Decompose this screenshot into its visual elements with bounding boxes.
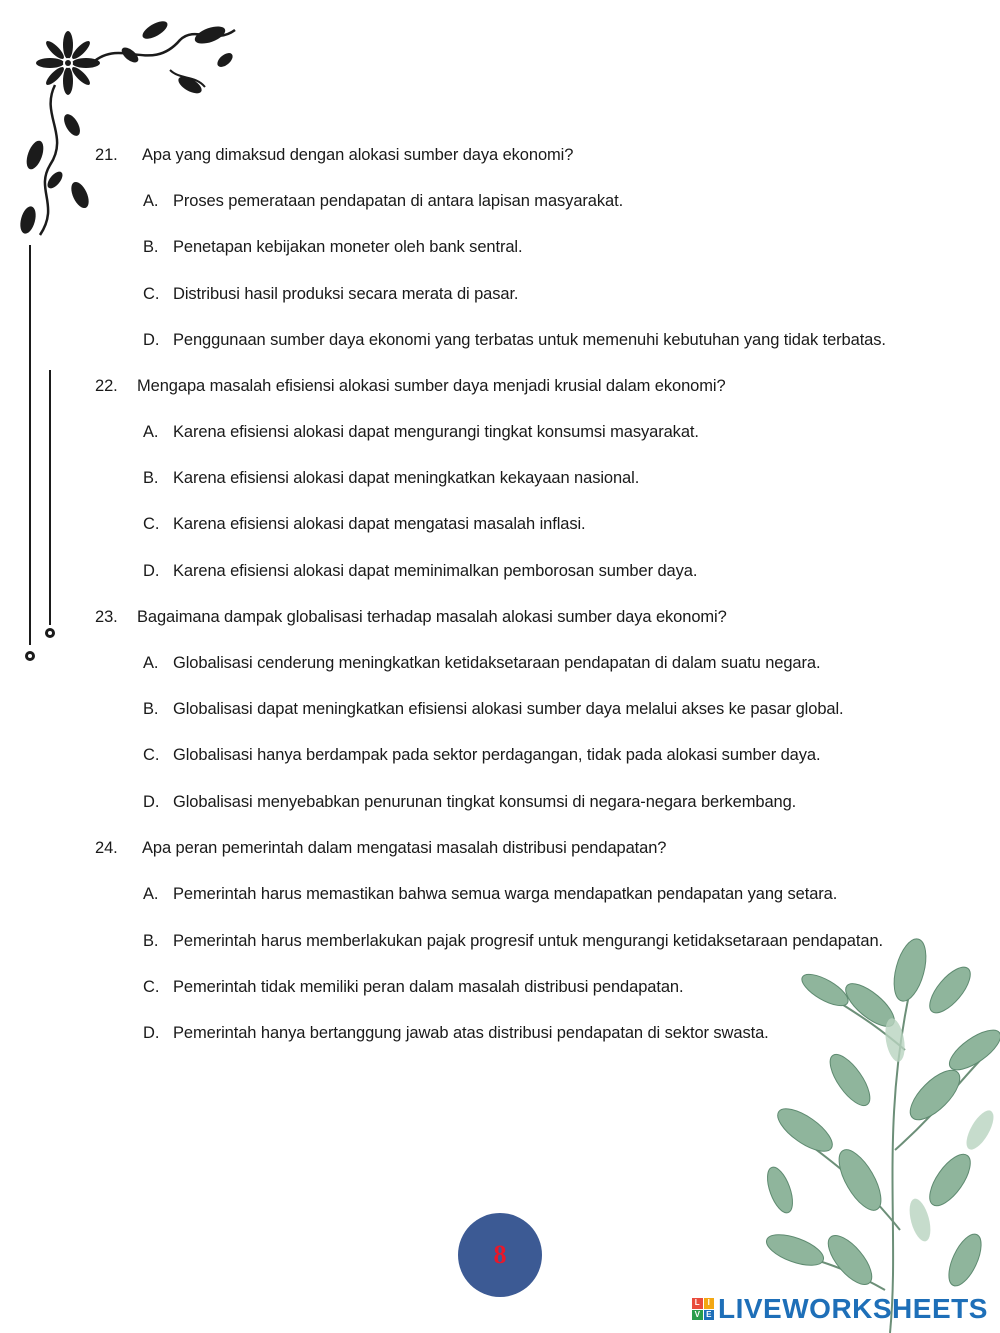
option-letter: A. <box>143 192 159 210</box>
option-24-d[interactable] <box>143 1023 769 1043</box>
option-24-b[interactable] <box>143 931 883 951</box>
option-letter: C. <box>143 978 160 996</box>
option-letter: A. <box>143 423 159 441</box>
liveworksheets-logo-icon <box>692 1298 714 1320</box>
question-text: Bagaimana dampak globalisasi terhadap masalah alokasi sumber daya ekonomi? <box>137 608 727 626</box>
option-text: Globalisasi cenderung meningkatkan ketidaksetaraan pendapatan di dalam suatu negara. <box>173 654 821 672</box>
option-letter: A. <box>143 885 159 903</box>
option-text: Proses pemerataan pendapatan di antara lapisan masyarakat. <box>173 192 624 210</box>
option-letter: D. <box>143 1024 160 1042</box>
option-letter: A. <box>143 654 159 672</box>
option-21-a[interactable] <box>143 191 623 211</box>
question-number: 22. <box>95 377 118 395</box>
option-text: Penetapan kebijakan moneter oleh bank sentral. <box>173 238 523 256</box>
option-23-c[interactable] <box>143 745 820 765</box>
vertical-line-ornament <box>14 240 64 670</box>
option-text: Karena efisiensi alokasi dapat mengurangi tingkat konsumsi masyarakat. <box>173 423 699 441</box>
option-text: Pemerintah tidak memiliki peran dalam masalah distribusi pendapatan. <box>173 978 684 996</box>
option-letter: C. <box>143 285 160 303</box>
option-22-b[interactable] <box>143 468 639 488</box>
option-text: Penggunaan sumber daya ekonomi yang terbatas untuk memenuhi kebutuhan yang tidak terbatas. <box>173 331 886 349</box>
question-text: Apa yang dimaksud dengan alokasi sumber daya ekonomi? <box>142 146 574 164</box>
option-24-a[interactable] <box>143 884 837 904</box>
option-letter: C. <box>143 746 160 764</box>
brand-name: LIVEWORKSHEETS <box>718 1293 988 1324</box>
logo-letter: E <box>704 1310 715 1321</box>
option-letter: B. <box>143 238 159 256</box>
option-letter: D. <box>143 331 160 349</box>
liveworksheets-brand <box>692 1292 988 1326</box>
option-letter: B. <box>143 700 159 718</box>
page-number: 8 <box>493 1240 507 1269</box>
option-letter: B. <box>143 469 159 487</box>
question-text: Apa peran pemerintah dalam mengatasi masalah distribusi pendapatan? <box>142 839 667 857</box>
logo-letter: I <box>704 1298 715 1309</box>
option-22-d[interactable] <box>143 561 697 581</box>
option-24-c[interactable] <box>143 977 683 997</box>
leaf-plant-decoration <box>750 930 1000 1333</box>
option-text: Globalisasi hanya berdampak pada sektor perdagangan, tidak pada alokasi sumber daya. <box>173 746 821 764</box>
option-letter: C. <box>143 515 160 533</box>
question-text: Mengapa masalah efisiensi alokasi sumber daya menjadi krusial dalam ekonomi? <box>137 377 726 395</box>
option-22-c[interactable] <box>143 514 586 534</box>
option-text: Pemerintah harus memberlakukan pajak progresif untuk mengurangi ketidaksetaraan pendapatan. <box>173 932 884 950</box>
option-text: Karena efisiensi alokasi dapat meminimalkan pemborosan sumber daya. <box>173 562 698 580</box>
option-text: Globalisasi menyebabkan penurunan tingkat konsumsi di negara-negara berkembang. <box>173 793 797 811</box>
option-23-d[interactable] <box>143 792 796 812</box>
option-text: Pemerintah hanya bertanggung jawab atas distribusi pendapatan di sektor swasta. <box>173 1024 769 1042</box>
question-number: 23. <box>95 608 118 626</box>
option-text: Globalisasi dapat meningkatkan efisiensi alokasi sumber daya melalui akses ke pasar global. <box>173 700 844 718</box>
option-21-b[interactable] <box>143 237 522 257</box>
option-text: Pemerintah harus memastikan bahwa semua warga mendapatkan pendapatan yang setara. <box>173 885 838 903</box>
option-21-c[interactable] <box>143 284 518 304</box>
page-number-badge <box>458 1213 542 1297</box>
option-letter: B. <box>143 932 159 950</box>
option-22-a[interactable] <box>143 422 699 442</box>
option-text: Karena efisiensi alokasi dapat meningkatkan kekayaan nasional. <box>173 469 640 487</box>
question-number: 24. <box>95 839 118 857</box>
option-23-b[interactable] <box>143 699 844 719</box>
option-text: Distribusi hasil produksi secara merata di pasar. <box>173 285 519 303</box>
logo-letter: V <box>692 1310 703 1321</box>
option-letter: D. <box>143 793 160 811</box>
option-21-d[interactable] <box>143 330 886 350</box>
option-letter: D. <box>143 562 160 580</box>
option-23-a[interactable] <box>143 653 820 673</box>
logo-letter: L <box>692 1298 703 1309</box>
option-text: Karena efisiensi alokasi dapat mengatasi masalah inflasi. <box>173 515 586 533</box>
question-number: 21. <box>95 146 118 164</box>
